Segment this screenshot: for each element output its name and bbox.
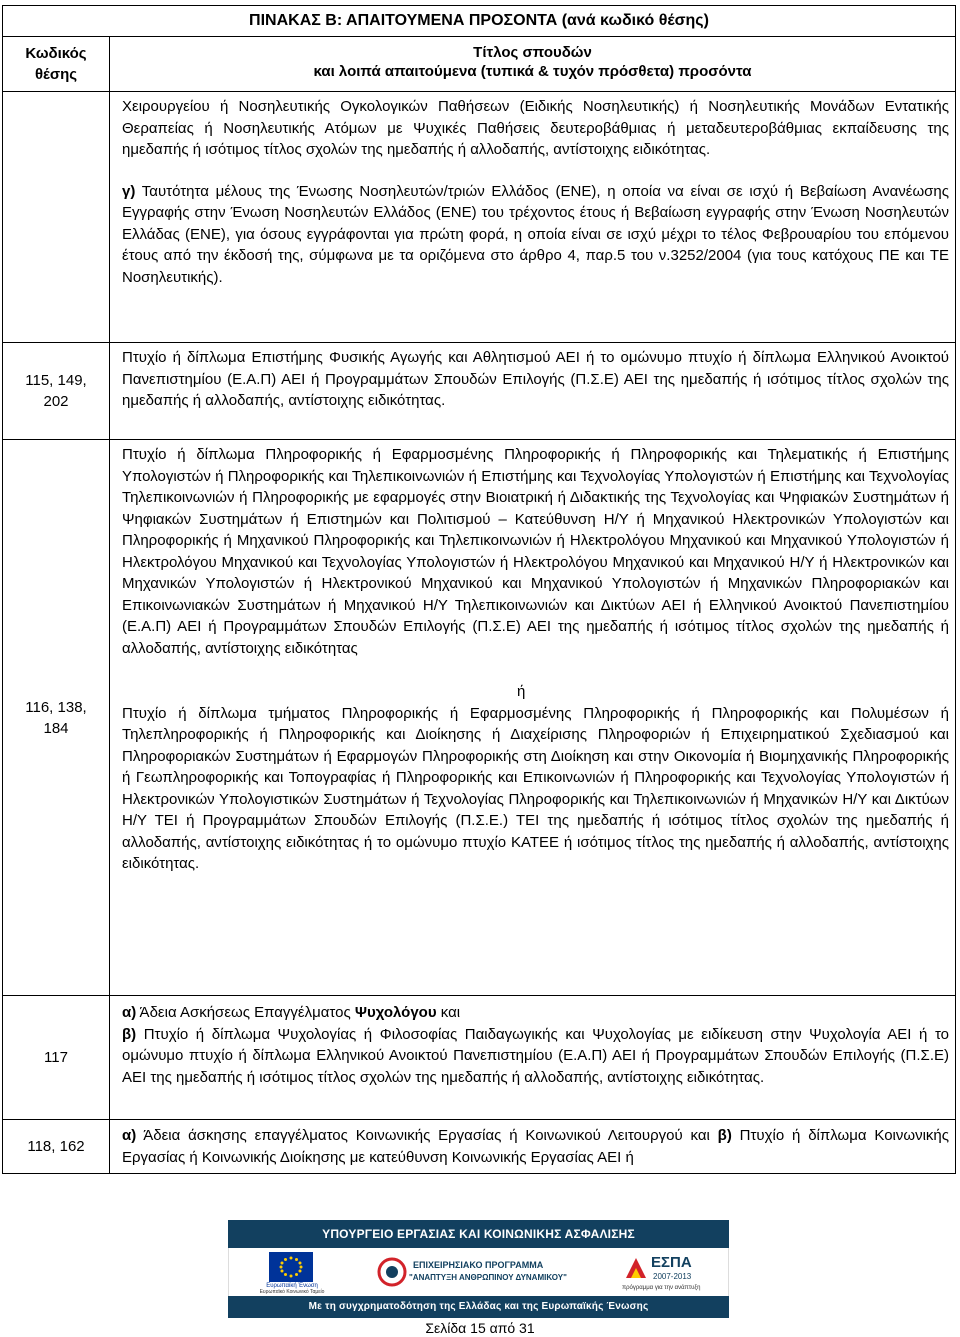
item-text: Άδεια άσκησης επαγγέλματος Κοινωνικής Εργασίας ή Κοινωνικού Λειτουργού και: [136, 1127, 718, 1144]
row-code-line1: 115, 149,: [25, 372, 87, 389]
header-description: [110, 37, 956, 92]
program-title-line1: ΕΠΙΧΕΙΡΗΣΙΑΚΟ ΠΡΟΓΡΑΜΜΑ: [413, 1260, 544, 1270]
row-code-line2: 202: [43, 393, 69, 410]
banner-ministry-title: ΥΠΟΥΡΓΕΙΟ ΕΡΓΑΣΙΑΣ ΚΑΙ ΚΟΙΝΩΝΙΚΗΣ ΑΣΦΑΛΙΣΗΣ: [228, 1220, 729, 1248]
row-paragraph: [122, 1024, 949, 1089]
funding-banner: [228, 1220, 729, 1318]
row-code: [3, 343, 110, 440]
table-title: ΠΙΝΑΚΑΣ Β: ΑΠΑΙΤΟΥΜΕΝΑ ΠΡΟΣΟΝΤΑ (ανά κωδικό θέσης): [3, 6, 956, 37]
eu-caption: Ευρωπαϊκή Ένωση: [266, 1283, 318, 1289]
eu-sub-caption: Ευρωπαϊκό Κοινωνικό Ταμείο: [259, 1289, 325, 1295]
row-description: [110, 440, 956, 996]
row-code: [3, 996, 110, 1120]
table-row: [3, 343, 956, 440]
header-desc-line2: και λοιπά απαιτούμενα (τυπικά & τυχόν πρόσθετα) προσόντα: [313, 63, 752, 80]
item-prefix: γ): [122, 182, 136, 200]
item-text: και: [436, 1004, 461, 1021]
or-separator: ή: [517, 683, 526, 700]
row-paragraph: Χειρουργείου ή Νοσηλευτικής Ογκολογικών Παθήσεων (Ειδικής Νοσηλευτικής) ή Νοσηλευτικής Μονάδων Εντατικής Θεραπείας ή Νοσηλευτικής Ατόμων με Ψυχικές Παθήσεις δευτεροβάθμιας ή μεταδευτεροβάθμιας εκπαίδευσης της ημεδαπής ή ισότιμος τίτλος σχολών της ημεδαπής ή αλλοδαπής, αντίστοιχης ειδικότητας.: [122, 98, 949, 158]
row-description: [110, 343, 956, 440]
table-row: [3, 1120, 956, 1174]
row-code: [3, 440, 110, 996]
program-title-line2: "ΑΝΑΠΤΥΞΗ ΑΝΘΡΩΠΙΝΟΥ ΔΥΝΑΜΙΚΟΥ": [409, 1273, 567, 1282]
table-row: [3, 996, 956, 1120]
row-paragraph: [122, 181, 949, 289]
eu-flag-icon: [269, 1252, 313, 1282]
banner-logos: [228, 1248, 729, 1296]
row-paragraph: Πτυχίο ή δίπλωμα Πληροφορικής ή Εφαρμοσμένης Πληροφορικής ή Πληροφορικής και Τηλεματικής ή Επιστήμης Υπολογιστών ή Πληροφορικής και Τηλεπικοινωνιών ή Επιστήμης και Τεχνολογίας Υπολογιστών ή Επιστήμης και Τεχνολογίας Τηλεπικοινωνιών ή Πληροφορικής με εφαρμογές στην Βιοιατρική ή Διδακτικής της Τεχνολογίας και Ψηφιακών Συστημάτων ή Ψηφιακών Συστημάτων ή Επιστημών και Πολιτισμού – Κατεύθυνση Η/Υ ή Μηχανικού Ηλεκτρονικών Υπολογιστών και Πληροφορικής ή Μηχανικού Πληροφορικής και Τηλεπικοινωνιών ή Ηλεκτρολόγου Μηχανικού και Μηχανικού Υπολογιστών ή Ηλεκτρολόγου Μηχανικού και Τεχνολογίας Υπολογιστών ή Ηλεκτρολόγου Μηχανικού και Μηχανικού Η/Υ ή Ηλεκτρονικών και Μηχανικών Υπολογιστών ή Ηλεκτρονικού Μηχανικού και Μηχανικού Υπολογιστών ή Μηχανικών Πληροφοριακών και Επικοινωνιακών Συστημάτων ή Μηχανικού Η/Υ Τηλεπικοινωνιών και Δικτύων ΑΕΙ ή Ελληνικού Ανοικτού Πανεπιστημίου (Ε.Α.Π) ΑΕΙ ή Προγραμμάτων Σπουδών Επιλογής (Π.Σ.Ε) ΑΕΙ της ημεδαπής ή ισότιμος τίτλος σχολών της ημεδαπής ή αλλοδαπής, αντίστοιχης ειδικότητας: [122, 446, 949, 657]
row-paragraph: [122, 1125, 949, 1168]
row-code: [3, 92, 110, 343]
row-description: [110, 92, 956, 343]
item-text: Ταυτότητα μέλους της Ένωσης Νοσηλευτών/τριών Ελλάδος (ΕΝΕ), η οποία να είναι σε ισχύ ή Βεβαίωση Ανανέωσης Εγγραφής στην Ένωση Νοσηλευτών Ελλάδος (ΕΝΕ) του τρέχοντος έτους ή Βεβαίωση εγγραφής στην Ένωση Νοσηλευτών Ελλάδας (ΕΝΕ), για όσους εγγράφονται για πρώτη φορά, η οποία είναι σε ισχύ μέχρι το τέλος Φεβρουαρίου του επόμενου έτους από την έκδοσή της, σύμφωνα με τα οριζόμενα στο άρθρο 4, παρ.5 του ν.3252/2004 (για τους κατόχους ΠΕ και ΤΕ Νοσηλευτικής).: [122, 182, 949, 286]
item-bold-text: Ψυχολόγου: [354, 1004, 437, 1021]
requirements-table: [2, 5, 956, 1174]
item-text: Πτυχίο ή δίπλωμα Ψυχολογίας ή Φιλοσοφίας Παιδαγωγικής και Ψυχολογίας με ειδίκευση στην Ψυχολογία ΑΕΙ ή το ομώνυμο πτυχίο ή δίπλωμα Ελληνικού Ανοικτού Πανεπιστημίου (Ε.Α.Π) ΑΕΙ ή Προγραμμάτων Σπουδών Επιλογής (Π.Σ.Ε) ΑΕΙ της ημεδαπής ή ισότιμος τίτλος σχολών της ημεδαπής ή αλλοδαπής, αντίστοιχης ειδικότητας.: [122, 1025, 949, 1086]
item-text: Πτυχίο ή δίπλωμα Κοινωνικής Εργασίας ή Κοινωνικής Διοίκησης με κατεύθυνση Κοινωνικής Εργασίας ΑΕΙ ή: [122, 1127, 949, 1166]
header-code: [3, 37, 110, 92]
item-prefix: α): [122, 1127, 137, 1144]
row-paragraph: [122, 1002, 949, 1024]
row-description: [110, 1120, 956, 1174]
row-description: [110, 996, 956, 1120]
item-prefix: β): [717, 1127, 732, 1144]
banner-cofunding-text: Με τη συγχρηματοδότηση της Ελλάδας και της Ευρωπαϊκής Ένωσης: [228, 1296, 729, 1318]
row-code-line2: 184: [43, 719, 69, 737]
table-row: [3, 92, 956, 343]
row-code-line1: 118, 162: [27, 1138, 85, 1155]
espa-years: 2007-2013: [653, 1272, 692, 1281]
espa-logo-icon: [624, 1256, 648, 1280]
espa-sub: πρόγραμμα για την ανάπτυξη: [622, 1285, 701, 1291]
item-text: Άδεια Ασκήσεως Επαγγέλματος: [136, 1004, 355, 1021]
row-paragraph: Πτυχίο ή δίπλωμα τμήματος Πληροφορικής ή Εφαρμοσμένης Πληροφορικής ή Πληροφορικής και Πολυμέσων ή Τηλεπληροφορικής ή Πληροφορικής και Διοίκησης ή Διαχείρισης Πληροφοριών ή Επιχειρηματικού Σχεδιασμού και Πληροφοριακών Συστημάτων ή Εφαρμογών Πληροφορικής στη Διοίκηση και στην Οικονομία ή Βιομηχανικής Πληροφορικής ή Γεωπληροφορικής και Τοπογραφίας ή Πληροφορικής και Επικοινωνιών ή Πληροφορικής και Τεχνολογίας Υπολογιστών ή Ηλεκτρονικών Υπολογιστικών Συστημάτων ή Τεχνολογίας Πληροφορικής και Τηλεπικοινωνιών ή Μηχανικών Η/Υ και Δικτύων Η/Υ ΤΕΙ ή Προγραμμάτων Σπουδών Επιλογής (Π.Σ.Ε.) ΤΕΙ της ημεδαπής ή ισότιμος τίτλος σχολών της ημεδαπής ή αλλοδαπής, αντίστοιχης ειδικότητας ή το ομώνυμο πτυχίο ΚΑΤΕΕ ή ισότιμος τίτλος της ημεδαπής ή αλλοδαπής, αντίστοιχης ειδικότητας.: [122, 704, 949, 872]
espa-title: ΕΣΠΑ: [651, 1254, 692, 1271]
header-code-line1: Κωδικός: [25, 45, 87, 62]
program-logo-icon: [377, 1257, 407, 1287]
row-paragraph: Πτυχίο ή δίπλωμα Επιστήμης Φυσικής Αγωγής και Αθλητισμού ΑΕΙ ή το ομώνυμο πτυχίο ή δίπλωμα Ελληνικού Ανοικτού Πανεπιστημίου (Ε.Α.Π) ΑΕΙ ή Προγραμμάτων Σπουδών Επιλογής (Π.Σ.Ε) ΑΕΙ της ημεδαπής ή ισότιμος τίτλος σχολών της ημεδαπής ή αλλοδαπής, αντίστοιχης ειδικότητας.: [122, 349, 949, 409]
row-code: [3, 1120, 110, 1174]
row-code-line1: 116, 138,: [25, 698, 87, 716]
item-prefix: α): [122, 1004, 137, 1021]
table-row: [3, 440, 956, 996]
page-number: Σελίδα 15 από 31: [425, 1320, 535, 1336]
header-code-line2: θέσης: [34, 66, 78, 83]
row-code-line1: 117: [44, 1049, 68, 1066]
item-prefix: β): [122, 1025, 137, 1043]
header-desc-line1: Τίτλος σπουδών: [473, 44, 592, 61]
